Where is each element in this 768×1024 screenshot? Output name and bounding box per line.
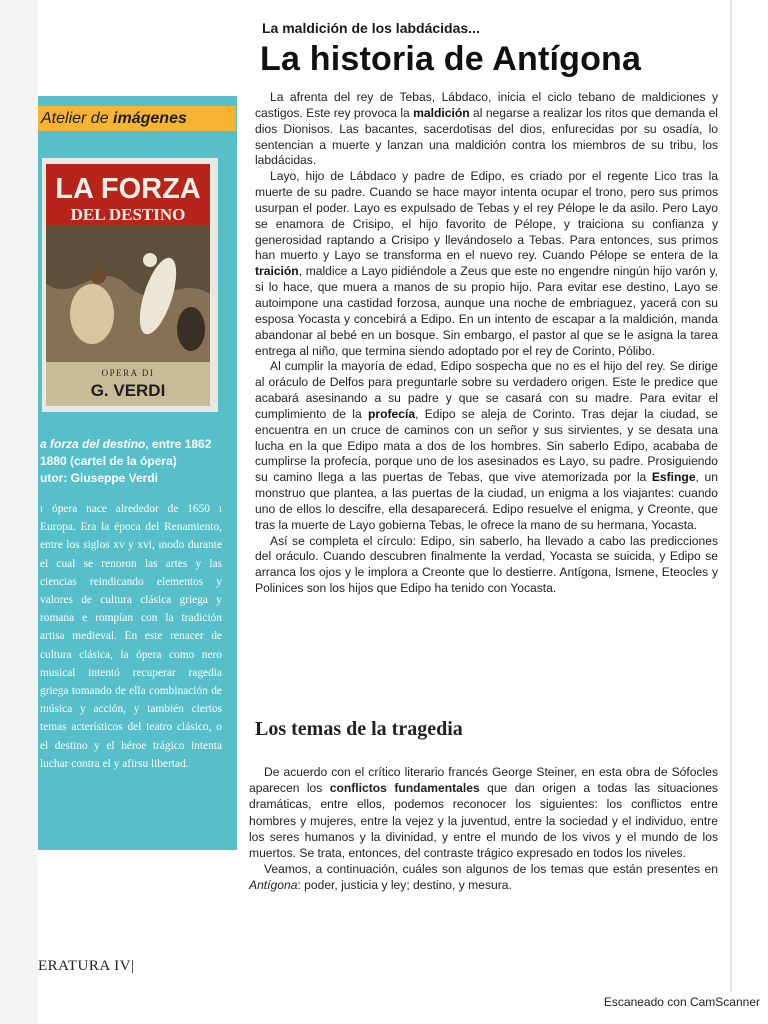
keyword-maldicion: maldición bbox=[413, 105, 470, 120]
section-paragraph-2-a: Veamos, a continuación, cuáles son algunos de los temas que están presentes en bbox=[264, 862, 718, 877]
poster-figure-man bbox=[70, 284, 114, 344]
poster-title-line1: LA FORZA bbox=[55, 173, 201, 205]
page-footer: ERATURA IV| bbox=[38, 958, 135, 974]
section-heading: Los temas de la tragedia bbox=[255, 718, 463, 740]
caption-title: a forza del destino bbox=[40, 437, 146, 451]
section-paragraph-1-c: que dan origen a todas las situaciones dramáticas, entre ellos, podemos reconocer los siguientes: los conflictos entre hombres y mujeres, entre la vejez y la juventud, entre la sociedad y el individuo, entre los seres humanos y la divinidad, y entre el mundo de los vivos y el mundo de los muertos. Se trata, entonces, del contraste trágico expresado en todos los niveles. bbox=[249, 781, 718, 861]
section-paragraph-1-a: De acuerdo con el crítico literario francés George Steiner, en esta obra de Sófocles aparecen los bbox=[249, 765, 718, 796]
keyword-traicion: traición bbox=[255, 264, 299, 279]
poster-title-line2: DEL DESTINO bbox=[70, 205, 186, 224]
work-title-antigona: Antígona bbox=[249, 878, 298, 893]
poster-illustration bbox=[46, 164, 210, 406]
paragraph-2-text-b: , maldice a Layo pidiéndole a Zeus que este no engendre ningún hijo varón y, si lo hace, que muera a manos de su propio hijo. Para evitar ese destino, Layo se autoimpone una castidad forzosa, aunque una noche de embriaguez, yacerá con su esposa Yocasta y concebirá a Edipo. En un intento de escapar a la maldición, manda abandonar al bebé en un bosque. Sin embargo, el pastor al que se le asigna la tarea entrega al niño, que termina siendo adoptado por el rey de Corinto, Pólibo. bbox=[255, 264, 718, 358]
keyword-conflictos: conflictos fundamentales bbox=[329, 781, 480, 796]
page-title: La historia de Antígona bbox=[260, 40, 642, 78]
atelier-label-bold: imágenes bbox=[113, 110, 187, 127]
poster-frame bbox=[42, 158, 218, 412]
poster-figure-man-head bbox=[90, 268, 106, 284]
section-paragraph-1 bbox=[249, 764, 718, 861]
paragraph-3-text-a: Al cumplir la mayoría de edad, Edipo sospecha que no es el hijo del rey. Se dirige al oráculo de Delfos para preguntarle sobre su verdadero origen. Este le predice que acabará asesinando a su padre y que se casará con su madre. Para evitar el cumplimiento de la bbox=[255, 359, 718, 421]
poster-dark-sky bbox=[46, 226, 210, 296]
page-shadow bbox=[0, 0, 38, 1024]
paragraph-4: Así se completa el círculo: Edipo, sin saberlo, ha llevado a cabo las predicciones del oráculo. Cuando descubren finalmente la verdad, Yocasta se suicida, y Edipo se arranca los ojos y le implora a Creonte que lo destierre. Antígona, Ismene, Eteocles y Polinices son los hijos que Edipo ha tenido con Yocasta. bbox=[255, 533, 718, 596]
section-body bbox=[249, 764, 718, 894]
poster-figure-head bbox=[143, 253, 157, 267]
main-body bbox=[255, 90, 718, 597]
keyword-profecia: profecía bbox=[368, 406, 416, 421]
scanner-watermark: Escaneado con CamScanner bbox=[603, 995, 760, 1009]
poster-caption bbox=[40, 436, 230, 487]
opera-poster-image bbox=[46, 164, 210, 406]
textbook-page bbox=[38, 0, 732, 992]
keyword-esfinge: Esfinge bbox=[651, 470, 696, 485]
paragraph-1-text-b: al negarse a realizar los ritos que demanda el dios Dionisos. Las bacantes, sacerdotisas del dios, enfurecidas por su osadía, lo sentencian a muerte y lanzan una maldición contra los miembros de su tribu, los labdácidas. bbox=[255, 105, 718, 168]
paragraph-1 bbox=[255, 90, 718, 169]
poster-author: G. VERDI bbox=[90, 381, 166, 400]
caption-dates: , entre 1862 bbox=[145, 437, 212, 451]
caption-line2: 1880 (cartel de la ópera) bbox=[40, 454, 177, 468]
kicker: La maldición de los labdácidas... bbox=[262, 20, 480, 36]
paragraph-3-text-c: , un monstruo que plantea, a las puertas de la ciudad, un enigma a los viajantes: cuando uno de ellos lo descifre, ella desaparecerá. Edipo resuelve el enigma, y Creonte, que tras la muerte de Layo gobierna Tebas, le ofrece la mano de su hermana, Yocasta. bbox=[255, 470, 718, 532]
paragraph-2 bbox=[255, 169, 718, 359]
paragraph-2-text-a: Layo, hijo de Lábdaco y padre de Edipo, es criado por el regente Lico tras la muerte de su padre. Cuando se hace mayor intenta ocupar el trono, pero sus primos usurpan el poder. Layo es expulsado de Tebas y el rey Pélope le da asilo. Pero Layo se enamora de Crisipo, el hijo favorito de Pélope, y traiciona su confianza y generosidad raptando a Crisipo y llevándoselo a Tebas. Para entonces, sus primos han muerto y Layo se transforma en el nuevo rey. Cuando Pélope se entera de la bbox=[255, 169, 718, 263]
paragraph-3 bbox=[255, 359, 718, 533]
paragraph-1-text-a: La afrenta del rey de Tebas, Lábdaco, inicia el ciclo tebano de maldiciones y castigos. Este rey provoca la bbox=[255, 90, 718, 120]
paragraph-3-text-b: , Edipo se aleja de Corinto. Tras dejar la ciudad, se encuentra en un cruce de caminos con un señor y sus sirvientes, y se desata una lucha en la que Edipo mata a dos de los hombres. Sin saberlo Edipo, acababa de cumplirse la profecía, porque uno de los asesinados es Layo, su padre. Prosiguiendo su camino llega a las puertas de Tebas, que vive atemorizada por la bbox=[255, 406, 718, 485]
caption-line3: utor: Giuseppe Verdi bbox=[40, 471, 159, 485]
atelier-label bbox=[38, 106, 236, 131]
poster-subtitle: OPERA DI bbox=[101, 368, 155, 378]
section-paragraph-2 bbox=[249, 861, 718, 893]
atelier-sidebar bbox=[38, 96, 237, 850]
section-paragraph-2-c: : poder, justicia y ley; destino, y mesura. bbox=[297, 878, 512, 893]
poster-figure-shadow bbox=[177, 307, 205, 351]
sidebar-body-text: ı ópera nace alrededor de 1650 ı Europa. Era la época del Renamiento, entre los siglos xv y xvi, ınodo durante el cual se renoron las artes y las ciencias reindicando elementos y valores de cultura clásica griega y romana e rompían con la tradición artisa medieval. En este renacer de cultura clásica, la ópera como nero musical intentó recuperar ragedia griega tomando de ella combinación de música y acción, y también ciertos temas acterísticos del teatro clásico, o el destino y el héroe trágico intenta luchar contra el y afirsu libertad. bbox=[40, 503, 222, 770]
atelier-label-italic: Atelier de bbox=[41, 110, 114, 127]
